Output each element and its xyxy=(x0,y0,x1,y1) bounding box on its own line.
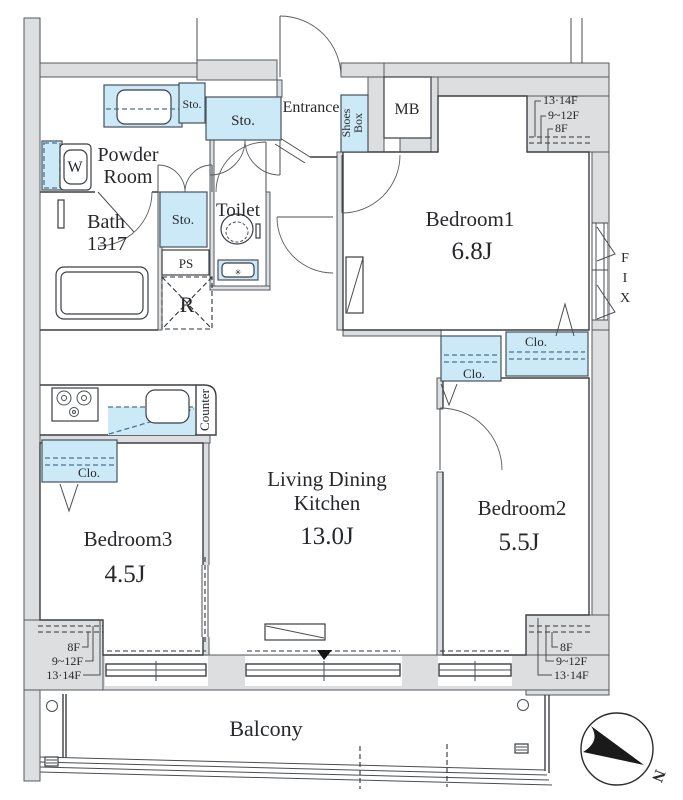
bedroom1-label: Bedroom1 xyxy=(425,207,515,231)
balcony-label: Balcony xyxy=(229,716,303,741)
floor-note: 9~12F xyxy=(548,108,580,122)
washer-pan xyxy=(42,141,62,190)
kitchen xyxy=(40,385,216,435)
pipe-space-label: PS xyxy=(178,256,194,271)
floor-note: 8F xyxy=(67,640,80,654)
storage3-door-arc xyxy=(185,165,212,192)
balcony-drain xyxy=(515,744,528,753)
counter-label: Counter xyxy=(197,389,212,431)
entrance-label: Entrance xyxy=(282,99,340,116)
fix-label-i: I xyxy=(622,271,628,286)
bedroom2-door-arc xyxy=(440,408,502,470)
shoes-box-label-line2: Box xyxy=(351,112,365,134)
powder-room-label-line2: Room xyxy=(103,166,153,188)
floor-note: 13·14F xyxy=(554,668,589,682)
storage2-door-arc xyxy=(245,140,280,175)
floor-note: 8F xyxy=(555,121,568,135)
ldk-door-arc xyxy=(277,217,333,273)
bedroom1-door-arc xyxy=(342,155,400,213)
ldk-area: 13.0J xyxy=(300,523,354,550)
bedroom2-area: 5.5J xyxy=(498,529,540,556)
closet-door-mark xyxy=(60,484,78,511)
floor-note: 13·14F xyxy=(46,668,81,682)
balcony-drain-circle xyxy=(47,701,58,712)
bedroom3-area: 4.5J xyxy=(104,561,146,588)
shoes-box-label-line1: Shoes xyxy=(339,108,353,138)
toilet-handle xyxy=(256,224,260,238)
storage1-label: Sto. xyxy=(182,97,202,111)
bedroom1-area: 6.8J xyxy=(451,238,493,265)
toilet-label: Toilet xyxy=(215,200,261,221)
north-compass xyxy=(581,713,668,785)
balcony-drain-circle xyxy=(518,700,529,711)
fix-window xyxy=(592,223,615,320)
storage3-door-arc xyxy=(158,165,185,192)
storage2-door-arc xyxy=(210,140,245,175)
svg-text:✳: ✳ xyxy=(234,268,242,277)
storage3-label: Sto. xyxy=(171,213,195,228)
b ath-label: Bath xyxy=(87,211,125,233)
ldk-label-line1: Living Dining xyxy=(267,467,387,491)
closet-door-mark xyxy=(556,304,574,336)
bath-size: 1317 xyxy=(87,233,127,255)
refrigerator-label: R xyxy=(179,292,195,317)
bedroom3-label: Bedroom3 xyxy=(83,527,173,551)
storage2-label: Sto. xyxy=(231,113,255,129)
bath-ledge xyxy=(58,200,64,228)
closet-label-left: Clo. xyxy=(462,366,486,381)
floor-note: 8F xyxy=(560,640,573,654)
fix-label-f: F xyxy=(621,251,629,266)
fix-label-x: X xyxy=(619,291,631,306)
floor-note: 13·14F xyxy=(543,93,578,107)
bedroom2-label: Bedroom2 xyxy=(477,496,567,520)
entrance-step xyxy=(280,138,310,157)
closet-label-right: Clo. xyxy=(524,334,548,349)
floor-note: 9~12F xyxy=(51,654,83,668)
kitchen-sink xyxy=(146,390,189,423)
toilet-door-arc xyxy=(216,142,266,192)
closet-label-bedroom3: Clo. xyxy=(77,465,101,480)
toilet-fixtures xyxy=(218,214,260,280)
ac-units xyxy=(265,257,363,640)
ldk-label-line2: Kitchen xyxy=(293,491,361,515)
washbasin xyxy=(117,90,171,124)
powder-room-label-line1: Powder xyxy=(97,144,159,166)
floor-note: 9~12F xyxy=(556,654,588,668)
balcony xyxy=(40,694,552,789)
washer-label: W xyxy=(67,159,83,176)
meter-box-label: MB xyxy=(394,101,420,118)
north-label: N xyxy=(648,767,669,785)
entrance-door-arc xyxy=(280,16,341,77)
balcony-drain xyxy=(45,757,58,766)
